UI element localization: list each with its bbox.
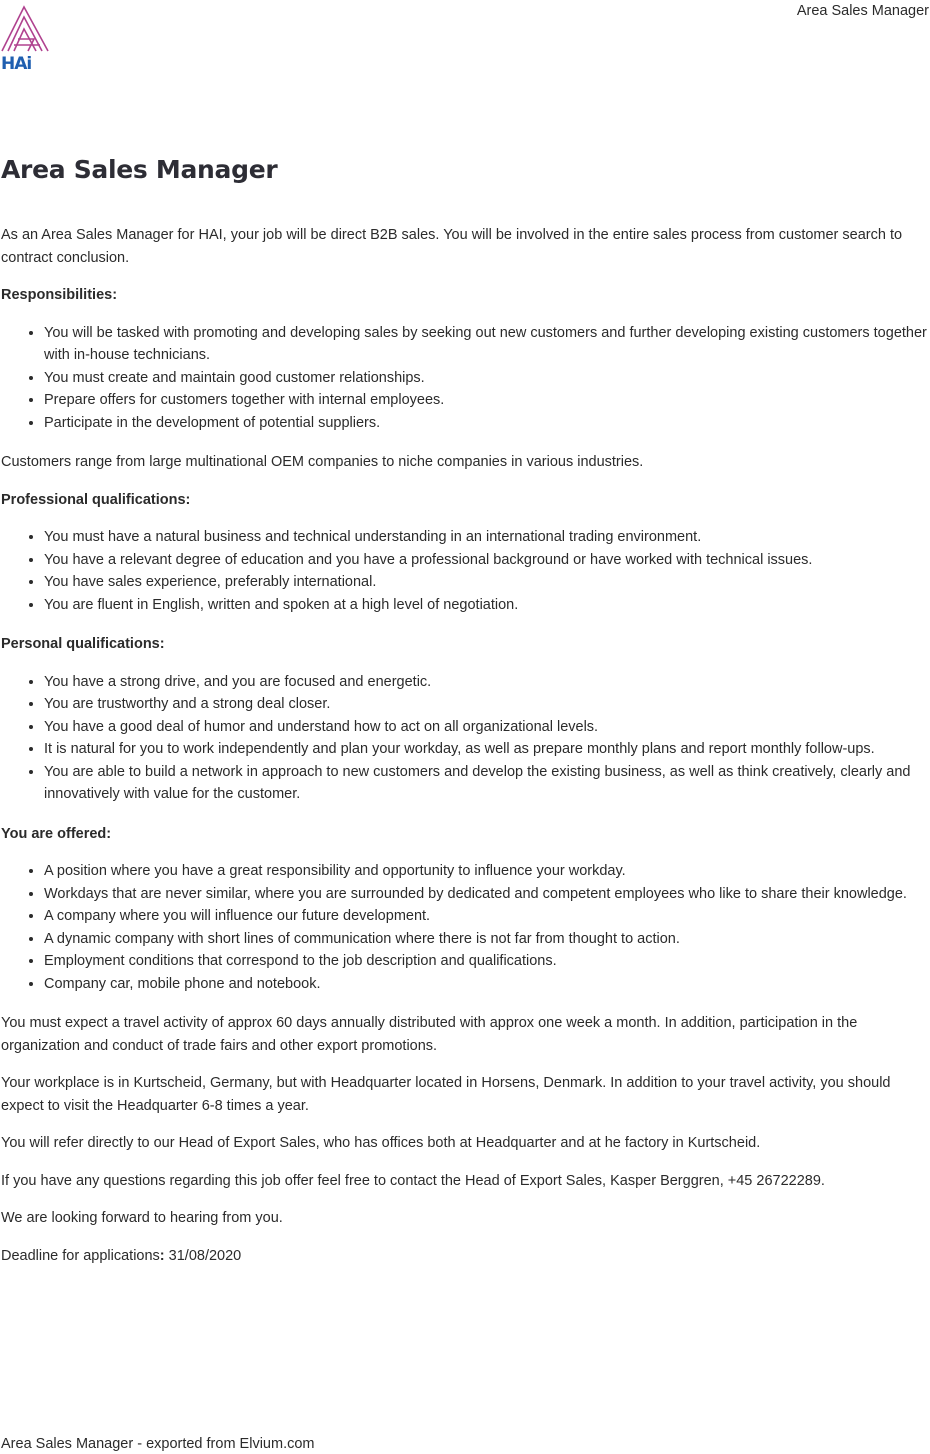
deadline-value: 31/08/2020 <box>164 1247 242 1264</box>
workplace-paragraph: Your workplace is in Kurtscheid, Germany, but with Headquarter located in Horsens, Denmark. In addition to your travel activity, you should expect to visit the Headquarter 6-8 times a year. <box>1 1075 891 1114</box>
offered-heading: You are offered: <box>1 825 112 842</box>
reporting-paragraph: You will refer directly to our Head of Export Sales, who has offices both at Headquarter and at he factory in Kurtscheid. <box>1 1135 761 1151</box>
list-item: • Company car, mobile phone and notebook. <box>44 973 929 996</box>
deadline-label: Deadline for applications <box>1 1247 160 1264</box>
job-description <box>1 150 929 1282</box>
offered-list <box>1 860 929 995</box>
intro-paragraph: As an Area Sales Manager for HAI, your job will be direct B2B sales. You will be involved in the entire sales process from customer search to contract conclusion. <box>1 227 903 266</box>
list-item: • You have a strong drive, and you are focused and energetic. <box>44 671 929 694</box>
responsibilities-list <box>1 322 929 435</box>
list-item: • Workdays that are never similar, where you are surrounded by dedicated and competent employees who like to share their knowledge. <box>44 883 929 906</box>
personal-list <box>1 671 929 806</box>
page-footer: Area Sales Manager - exported from Elvium.com <box>1 1436 315 1452</box>
page-header <box>0 0 930 80</box>
responsibilities-heading: Responsibilities: <box>1 287 118 303</box>
list-item: • A dynamic company with short lines of communication where there is not far from thought to action. <box>44 928 929 951</box>
list-item: • You must create and maintain good customer relationships. <box>44 367 929 390</box>
list-item: • A company where you will influence our future development. <box>44 905 929 928</box>
list-item: • You will be tasked with promoting and developing sales by seeking out new customers and further developing existing customers together with in-house technicians. <box>44 322 929 367</box>
logo-text: HAi <box>1 54 32 71</box>
travel-paragraph: You must expect a travel activity of approx 60 days annually distributed with approx one week a month. In addition, participation in the organization and conduct of trade fairs and other export promotions. <box>1 1015 858 1054</box>
list-item: • A position where you have a great responsibility and opportunity to influence your workday. <box>44 860 929 883</box>
deadline-colon: : <box>159 1247 165 1264</box>
job-title: Area Sales Manager <box>1 155 278 184</box>
list-item: • You have sales experience, preferably international. <box>44 571 929 594</box>
list-item: • Participate in the development of potential suppliers. <box>44 412 929 435</box>
list-item: • You must have a natural business and technical understanding in an international trading environment. <box>44 526 929 549</box>
list-item: • You are able to build a network in approach to new customers and develop the existing business, as well as think creatively, clearly and innovatively with value for the customer. <box>44 761 929 806</box>
closing-paragraph: We are looking forward to hearing from you. <box>1 1210 283 1226</box>
list-item: • Employment conditions that correspond to the job description and qualifications. <box>44 950 929 973</box>
list-item: • You are trustworthy and a strong deal closer. <box>44 693 929 716</box>
deadline-paragraph <box>1 1245 929 1268</box>
professional-heading: Professional qualifications: <box>1 491 191 508</box>
personal-heading: Personal qualifications: <box>1 636 165 652</box>
list-item: • You are fluent in English, written and spoken at a high level of negotiation. <box>44 594 929 617</box>
running-header-title: Area Sales Manager <box>796 3 929 19</box>
list-item: • Prepare offers for customers together with internal employees. <box>44 389 929 412</box>
customers-paragraph: Customers range from large multinational OEM companies to niche companies in various industries. <box>1 454 644 470</box>
list-item: • You have a good deal of humor and understand how to act on all organizational levels. <box>44 716 929 739</box>
professional-list <box>1 526 929 616</box>
company-logo <box>0 5 52 71</box>
contact-paragraph: If you have any questions regarding this job offer feel free to contact the Head of Export Sales, Kasper Berggren, +45 26722289. <box>1 1172 825 1189</box>
list-item: • You have a relevant degree of education and you have a professional background or have worked with technical issues. <box>44 549 929 572</box>
list-item: • It is natural for you to work independently and plan your workday, as well as prepare monthly plans and report monthly follow-ups. <box>44 738 929 761</box>
